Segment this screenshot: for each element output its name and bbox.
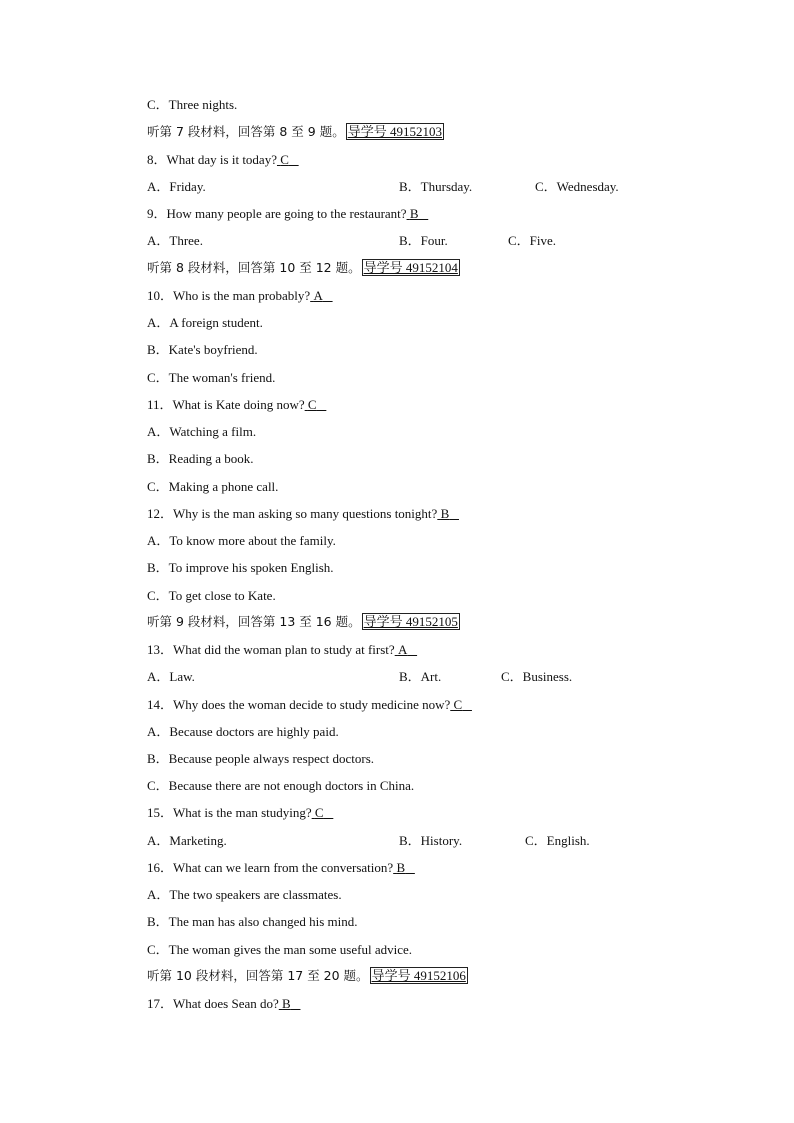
- section-header: [147, 260, 460, 276]
- option-a: A．Marketing.: [147, 833, 227, 848]
- option-line: C．Making a phone call.: [147, 479, 279, 494]
- question-line: [147, 860, 415, 876]
- option-line: C．To get close to Kate.: [147, 588, 276, 603]
- option-c: C．Wednesday.: [535, 179, 619, 194]
- option-line: A．Because doctors are highly paid.: [147, 724, 339, 739]
- option-line: C．The woman's friend.: [147, 370, 276, 385]
- option-line: A．A foreign student.: [147, 315, 263, 330]
- section-instruction: 听第 7 段材料，回答第 8 至 9 题。: [147, 124, 345, 139]
- section-instruction: 听第 8 段材料，回答第 10 至 12 题。: [147, 260, 361, 275]
- option-line: B．To improve his spoken English.: [147, 560, 334, 575]
- section-header: [147, 614, 460, 630]
- answer-blank: C: [314, 805, 324, 820]
- option-c: C．Five.: [508, 233, 557, 248]
- guide-number: 导学号 49152104: [363, 260, 458, 275]
- section-header: [147, 124, 444, 140]
- question-line: [147, 152, 299, 168]
- option-line: B．Kate's boyfriend.: [147, 342, 258, 357]
- guide-number: 导学号 49152103: [347, 124, 442, 139]
- question-text: 8．What day is it today?: [147, 152, 277, 167]
- section-instruction: 听第 9 段材料，回答第 13 至 16 题。: [147, 614, 361, 629]
- option-line: A．To know more about the family.: [147, 533, 336, 548]
- question-text: 17．What does Sean do?: [147, 996, 279, 1011]
- option-line: A．The two speakers are classmates.: [147, 887, 342, 902]
- question-line: [147, 397, 326, 413]
- answer-blank: C: [307, 397, 317, 412]
- answer-blank: C: [453, 697, 463, 712]
- option-a: A．Law.: [147, 669, 195, 684]
- option-line: C．The woman gives the man some useful advice.: [147, 942, 412, 957]
- question-line: [147, 996, 300, 1012]
- section-header: [147, 968, 468, 984]
- question-text: 14．Why does the woman decide to study medicine now?: [147, 697, 451, 712]
- section-instruction: 听第 10 段材料，回答第 17 至 20 题。: [147, 968, 369, 983]
- option-c: C．English.: [525, 833, 590, 848]
- option-c: C．Business.: [501, 669, 573, 684]
- option-line: C．Three nights.: [147, 97, 238, 112]
- option-line: C．Because there are not enough doctors in China.: [147, 778, 415, 793]
- question-text: 9．How many people are going to the restaurant?: [147, 206, 407, 221]
- option-a: A．Three.: [147, 233, 203, 248]
- answer-blank: B: [409, 206, 419, 221]
- option-b: B．Art.: [399, 669, 442, 684]
- guide-number: 导学号 49152105: [363, 614, 458, 629]
- option-line: A．Watching a film.: [147, 424, 257, 439]
- question-text: 12．Why is the man asking so many questions tonight?: [147, 506, 438, 521]
- guide-number: 导学号 49152106: [371, 968, 466, 983]
- question-text: 16．What can we learn from the conversation?: [147, 860, 394, 875]
- question-text: 13．What did the woman plan to study at first?: [147, 642, 395, 657]
- option-line: B．Reading a book.: [147, 451, 254, 466]
- option-line: B．The man has also changed his mind.: [147, 914, 358, 929]
- question-line: [147, 697, 472, 713]
- question-text: 11．What is Kate doing now?: [147, 397, 305, 412]
- question-text: 15．What is the man studying?: [147, 805, 312, 820]
- option-b: B．Four.: [399, 233, 448, 248]
- question-text: 10．Who is the man probably?: [147, 288, 311, 303]
- question-line: [147, 288, 333, 304]
- question-line: [147, 805, 333, 821]
- answer-blank: B: [282, 996, 291, 1011]
- answer-blank: C: [280, 152, 289, 167]
- answer-blank: B: [440, 506, 450, 521]
- option-a: A．Friday.: [147, 179, 206, 194]
- option-b: B．History.: [399, 833, 463, 848]
- option-b: B．Thursday.: [399, 179, 473, 194]
- answer-blank: A: [313, 288, 323, 303]
- question-line: [147, 642, 417, 658]
- question-line: [147, 506, 459, 522]
- answer-blank: B: [396, 860, 406, 875]
- question-line: [147, 206, 428, 222]
- answer-blank: A: [397, 642, 408, 657]
- option-line: B．Because people always respect doctors.: [147, 751, 375, 766]
